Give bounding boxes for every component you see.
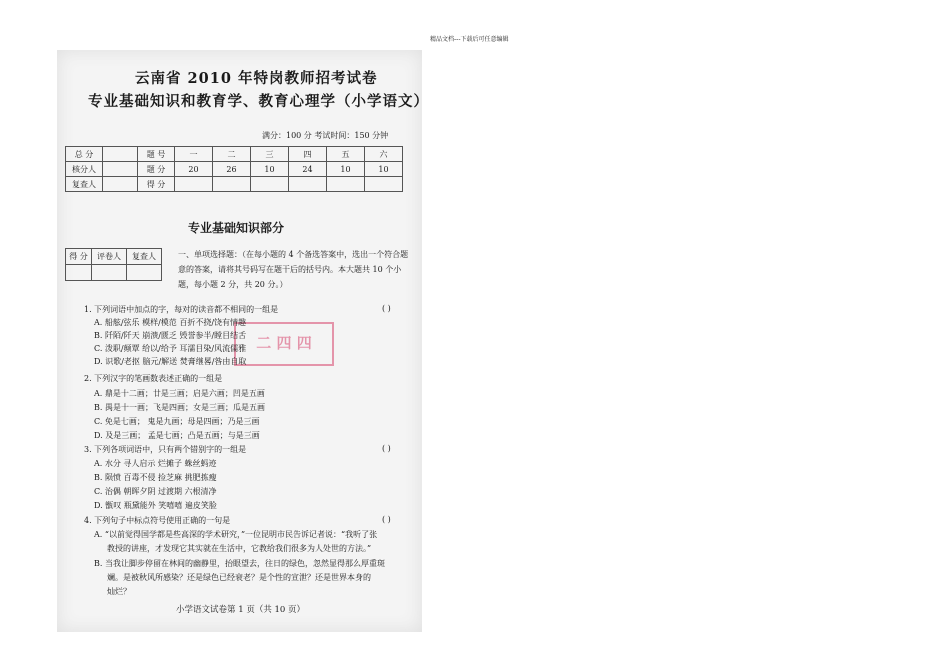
section-instruction: 一、单项选择题：（在每小题的 4 个备选答案中，选出一个符合题意的答案，请将其号码写在题干后的括号内。本大题共 10 个小题，每小题 2 分，共 20 分。）	[178, 250, 409, 289]
score-time-info: 满分：100 分 考试时间：150 分钟	[262, 131, 389, 140]
table-cell: 10	[327, 162, 365, 177]
table-cell: 评卷人	[92, 249, 127, 265]
exam-subtitle: 专业基础知识和教育学、教育心理学（小学语文）	[88, 93, 429, 110]
red-stamp-watermark: 二 四 四	[234, 322, 334, 366]
option-c: C. 泼职/颠覃 给以/给予 耳濡目染/风流儒雅	[94, 344, 247, 353]
option-b: B. 阡陌/阡天 崩溃/匮乏 毁誉参半/瞠目结舌	[94, 331, 247, 340]
table-cell: 题 分	[138, 162, 175, 177]
table-cell	[289, 177, 327, 192]
table-cell: 复查人	[127, 249, 162, 265]
table-cell	[365, 177, 403, 192]
question-stem: 4. 下列句子中标点符号使用正确的一句是	[84, 516, 231, 525]
table-row	[66, 177, 403, 192]
table-cell: 二	[213, 147, 251, 162]
question-stem: 1. 下列词语中加点的字，每对的读音都不相同的一组是	[84, 305, 279, 314]
score-table	[65, 146, 403, 192]
table-cell: 五	[327, 147, 365, 162]
table-cell: 24	[289, 162, 327, 177]
option-b: B. 当我让脚步停留在林间的幽静里，抬眼望去，往日的绿色，忽然显得那么厚重斑	[94, 559, 385, 568]
answer-parentheses: ( )	[382, 444, 391, 453]
option-a: A. “以前觉得国学都是些高深的学术研究，”一位昆明市民告诉记者说：“我听了张	[94, 530, 378, 539]
table-cell: 10	[251, 162, 289, 177]
table-row	[66, 162, 403, 177]
option-c: C. 免是七画； 鬼是九画；母是四画；乃是三画	[94, 417, 260, 426]
table-cell: 10	[365, 162, 403, 177]
grader-table	[65, 248, 162, 281]
option-c: C. 治偶 朝晖夕阴 过渡期 六根清净	[94, 487, 217, 496]
table-row	[66, 265, 162, 281]
option-d: D. 识歌/老抠 脑元/解送 焚膏继晷/咎由自取	[94, 357, 247, 366]
table-cell	[103, 147, 138, 162]
table-cell	[327, 177, 365, 192]
table-cell	[103, 177, 138, 192]
table-cell	[103, 162, 138, 177]
table-cell	[175, 177, 213, 192]
table-cell: 得 分	[66, 249, 92, 265]
table-cell: 核分人	[66, 162, 103, 177]
option-a: A. 水分 寻人启示 烂摊子 蛛丝蚂迹	[94, 459, 217, 468]
page-footer: 小学语文试卷第 1 页（共 10 页）	[176, 605, 306, 615]
table-cell	[127, 265, 162, 281]
table-row	[66, 147, 403, 162]
table-cell: 26	[213, 162, 251, 177]
table-cell: 总 分	[66, 147, 103, 162]
table-cell	[251, 177, 289, 192]
option-b: B. 禺是十一画；飞是四画；女是三画；瓜是五画	[94, 403, 265, 412]
option-d: D. 甑叹 瓶黛能外 笑嘻嘻 遍皮笑脸	[94, 501, 217, 510]
option-b-continued: 灿烂？	[107, 587, 131, 596]
option-a: A. 船舷/弦乐 模样/模范 百折不挠/饶有情趣	[94, 318, 247, 327]
table-cell	[213, 177, 251, 192]
question-stem: 2. 下列汉字的笔画数表述正确的一组是	[84, 374, 223, 383]
table-cell: 20	[175, 162, 213, 177]
option-d: D. 及是三画； 孟是七画；凸是五画；与是三画	[94, 431, 260, 440]
table-cell: 三	[251, 147, 289, 162]
table-row	[66, 249, 162, 265]
top-note: 精品文档---下载后可任意编辑	[430, 36, 509, 43]
table-cell: 一	[175, 147, 213, 162]
table-cell	[92, 265, 127, 281]
table-cell: 题 号	[138, 147, 175, 162]
table-cell: 四	[289, 147, 327, 162]
table-cell: 复查人	[66, 177, 103, 192]
answer-parentheses: ( )	[382, 515, 391, 524]
option-a-continued: 教授的讲座，才发现它其实就在生活中，它教给我们很多为人处世的方法。”	[107, 544, 372, 553]
exam-title: 云南省 2010 年特岗教师招考试卷	[135, 70, 378, 87]
option-b: B. 陨愤 百毒不侵 捡芝麻 挑肥拣瘦	[94, 473, 217, 482]
option-b-continued: 斓。是被秋风所感染？还是绿色已经衰老？是个性的宣泄？还是世界本身的	[107, 573, 371, 582]
section-title: 专业基础知识部分	[188, 221, 285, 235]
answer-parentheses: ( )	[382, 304, 391, 313]
question-stem: 3. 下列各项词语中，只有两个错别字的一组是	[84, 445, 247, 454]
table-cell: 得 分	[138, 177, 175, 192]
table-cell: 六	[365, 147, 403, 162]
table-cell	[66, 265, 92, 281]
option-a: A. 鼎是十二画；廿是三画；启是六画；凹是五画	[94, 389, 265, 398]
